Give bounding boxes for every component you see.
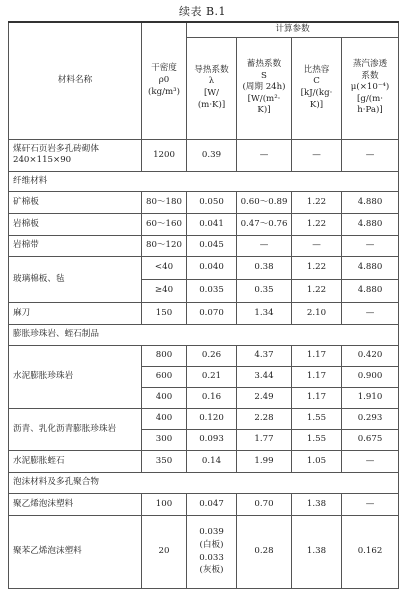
cell-conductivity: 0.14 (187, 450, 237, 472)
table-row (9, 408, 399, 429)
cell-specific-heat: 1.17 (292, 366, 342, 387)
cell-specific-heat: 1.22 (292, 279, 342, 302)
cell-storage: — (237, 235, 292, 256)
cell-density: 400 (142, 387, 187, 408)
table-row (9, 256, 399, 279)
cell-specific-heat: 1.22 (292, 191, 342, 213)
cell-vapor: 4.880 (342, 279, 399, 302)
header-calc-params: 计算参数 (187, 22, 399, 37)
cell-density: 600 (142, 366, 187, 387)
cell-conductivity: 0.120 (187, 408, 237, 429)
material-parameters-table (8, 21, 399, 589)
cell-conductivity: 0.39 (187, 139, 237, 171)
cell-storage: 0.60～0.89 (237, 191, 292, 213)
cell-name: 水泥膨胀珍珠岩 (9, 345, 142, 408)
cell-density: 80～120 (142, 235, 187, 256)
cell-specific-heat: 1.55 (292, 429, 342, 450)
cell-name: 聚乙烯泡沫塑料 (9, 493, 142, 515)
cell-name: 聚苯乙烯泡沫塑料 (9, 515, 142, 588)
cell-conductivity: 0.26 (187, 345, 237, 366)
cell-density: 150 (142, 302, 187, 324)
cell-storage: 1.99 (237, 450, 292, 472)
cell-conductivity: 0.040 (187, 256, 237, 279)
cell-conductivity: 0.070 (187, 302, 237, 324)
cell-vapor: 0.675 (342, 429, 399, 450)
section-heading: 膨胀珍珠岩、蛭石制品 (9, 324, 399, 345)
cell-storage: 0.47～0.76 (237, 213, 292, 235)
cell-density: 350 (142, 450, 187, 472)
cell-specific-heat: — (292, 235, 342, 256)
cell-conductivity: 0.045 (187, 235, 237, 256)
header-material-name: 材料名称 (9, 22, 142, 139)
table-row (9, 345, 399, 366)
cell-specific-heat: 1.17 (292, 387, 342, 408)
cell-vapor: — (342, 450, 399, 472)
cell-name: 岩棉板 (9, 213, 142, 235)
cell-conductivity: 0.041 (187, 213, 237, 235)
cell-storage: 2.28 (237, 408, 292, 429)
cell-specific-heat: 1.38 (292, 515, 342, 588)
cell-specific-heat: 1.38 (292, 493, 342, 515)
cell-density: 60～160 (142, 213, 187, 235)
header-heat-storage: 蓄热系数 S (周期 24h) [W/(m²· K)] (237, 37, 292, 139)
cell-specific-heat: 1.17 (292, 345, 342, 366)
table-row (9, 450, 399, 472)
cell-name: 玻璃棉板、毡 (9, 256, 142, 302)
cell-density: <40 (142, 256, 187, 279)
cell-vapor: 1.910 (342, 387, 399, 408)
cell-density: 100 (142, 493, 187, 515)
cell-vapor: — (342, 139, 399, 171)
cell-vapor: — (342, 302, 399, 324)
cell-conductivity: 0.050 (187, 191, 237, 213)
table-row (9, 191, 399, 213)
cell-storage: 1.77 (237, 429, 292, 450)
cell-conductivity: 0.039 (白板) 0.033 (灰板) (187, 515, 237, 588)
cell-specific-heat: 1.22 (292, 256, 342, 279)
table-row (9, 213, 399, 235)
cell-density: 80～180 (142, 191, 187, 213)
header-conductivity: 导热系数 λ [W/ (m·K)] (187, 37, 237, 139)
cell-storage: 3.44 (237, 366, 292, 387)
table-row (9, 515, 399, 588)
cell-storage: 0.38 (237, 256, 292, 279)
header-specific-heat: 比热容 C [kJ/(kg· K)] (292, 37, 342, 139)
cell-name: 岩棉带 (9, 235, 142, 256)
cell-name: 煤矸石页岩多孔砖砌体 240×115×90 (9, 139, 142, 171)
cell-storage: — (237, 139, 292, 171)
cell-vapor: 0.293 (342, 408, 399, 429)
cell-vapor: 0.420 (342, 345, 399, 366)
table-row (9, 139, 399, 171)
cell-storage: 0.70 (237, 493, 292, 515)
cell-conductivity: 0.16 (187, 387, 237, 408)
cell-density: 20 (142, 515, 187, 588)
table-caption: 续表 B.1 (178, 5, 227, 18)
cell-vapor: 0.162 (342, 515, 399, 588)
cell-density: ≥40 (142, 279, 187, 302)
cell-storage: 0.35 (237, 279, 292, 302)
cell-vapor: — (342, 235, 399, 256)
cell-name: 沥青、乳化沥青膨胀珍珠岩 (9, 408, 142, 450)
cell-density: 800 (142, 345, 187, 366)
cell-vapor: 0.900 (342, 366, 399, 387)
cell-vapor: 4.880 (342, 191, 399, 213)
cell-name: 麻刀 (9, 302, 142, 324)
cell-density: 400 (142, 408, 187, 429)
section-heading: 泡沫材料及多孔聚合物 (9, 472, 399, 493)
header-vapor-permeability: 蒸汽渗透 系数 μ(×10⁻⁴) [g/(m· h·Pa)] (342, 37, 399, 139)
cell-conductivity: 0.093 (187, 429, 237, 450)
cell-specific-heat: 1.05 (292, 450, 342, 472)
cell-storage: 0.28 (237, 515, 292, 588)
cell-storage: 1.34 (237, 302, 292, 324)
header-density: 干密度 ρ0 (kg/m³) (142, 22, 187, 139)
cell-density: 1200 (142, 139, 187, 171)
cell-vapor: 4.880 (342, 213, 399, 235)
cell-specific-heat: 1.22 (292, 213, 342, 235)
cell-name: 矿棉板 (9, 191, 142, 213)
cell-conductivity: 0.035 (187, 279, 237, 302)
table-row (9, 493, 399, 515)
cell-specific-heat: — (292, 139, 342, 171)
section-heading: 纤维材料 (9, 171, 399, 191)
cell-storage: 4.37 (237, 345, 292, 366)
cell-name: 水泥膨胀蛭石 (9, 450, 142, 472)
cell-vapor: 4.880 (342, 256, 399, 279)
table-row (9, 302, 399, 324)
table-row (9, 235, 399, 256)
cell-specific-heat: 1.55 (292, 408, 342, 429)
cell-specific-heat: 2.10 (292, 302, 342, 324)
cell-vapor: — (342, 493, 399, 515)
cell-conductivity: 0.047 (187, 493, 237, 515)
cell-density: 300 (142, 429, 187, 450)
cell-storage: 2.49 (237, 387, 292, 408)
cell-conductivity: 0.21 (187, 366, 237, 387)
